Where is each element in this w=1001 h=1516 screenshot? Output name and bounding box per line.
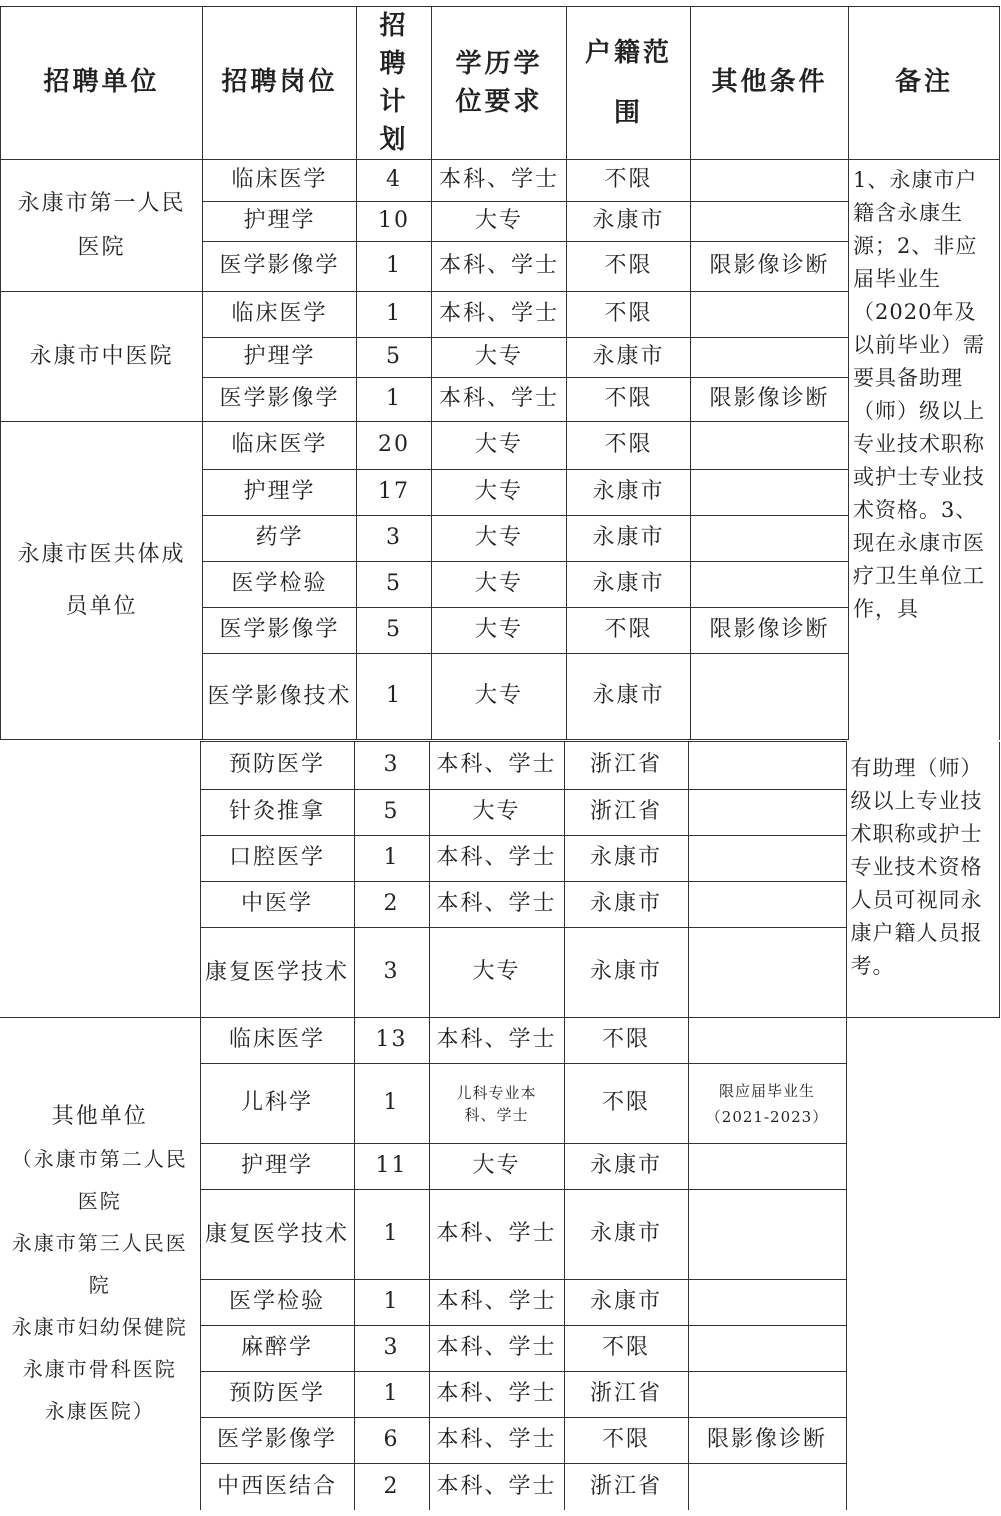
- post-cell: 临床医学: [203, 160, 357, 202]
- hukou-cell: 浙江省: [564, 1464, 688, 1510]
- plan-cell: 2: [354, 882, 429, 928]
- post-cell: 临床医学: [200, 1018, 354, 1064]
- hukou-cell: 不限: [567, 378, 691, 422]
- other-cell: 限影像诊断: [691, 608, 849, 654]
- edu-cell: 大专: [429, 928, 564, 1018]
- plan-cell: 5: [357, 338, 432, 378]
- other-units-line: 永康市骨科医院: [22, 1356, 177, 1381]
- plan-cell: 6: [354, 1418, 429, 1464]
- plan-cell: 13: [354, 1018, 429, 1064]
- edu-cell: 本科、学士: [429, 1018, 564, 1064]
- hukou-cell: 永康市: [564, 1144, 688, 1190]
- header-other: 其他条件: [691, 7, 849, 160]
- hukou-cell: 浙江省: [564, 1372, 688, 1418]
- hukou-cell: 永康市: [567, 202, 691, 242]
- other-units-cell: [0, 1018, 200, 1510]
- other-cell: [691, 654, 849, 740]
- other-cell: [688, 1018, 846, 1064]
- other-cell: [688, 1144, 846, 1190]
- hukou-cell: 不限: [567, 608, 691, 654]
- post-cell: 康复医学技术: [200, 928, 354, 1018]
- post-cell: 护理学: [203, 338, 357, 378]
- edu-cell: 本科、学士: [429, 1280, 564, 1326]
- plan-cell: 2: [354, 1464, 429, 1510]
- post-cell: 医学影像技术: [203, 654, 357, 740]
- hukou-cell: 永康市: [567, 516, 691, 562]
- hukou-cell: 浙江省: [564, 742, 688, 790]
- other-units-title: 其他单位: [51, 1103, 148, 1129]
- edu-cell: 本科、学士: [432, 160, 567, 202]
- notes-empty-cell: [846, 1018, 999, 1510]
- plan-cell: 20: [357, 422, 432, 470]
- unit-cell: 永康市中医院: [1, 292, 203, 422]
- post-cell: 医学影像学: [203, 608, 357, 654]
- post-cell: 针灸推拿: [200, 790, 354, 836]
- post-cell: 医学检验: [203, 562, 357, 608]
- edu-cell: 大专: [432, 562, 567, 608]
- plan-cell: 1: [357, 654, 432, 740]
- hukou-cell: 永康市: [564, 928, 688, 1018]
- post-cell: 医学影像学: [203, 378, 357, 422]
- edu-cell: 本科、学士: [429, 836, 564, 882]
- hukou-cell: 永康市: [564, 1280, 688, 1326]
- edu-cell: 本科、学士: [429, 882, 564, 928]
- hukou-cell: 浙江省: [564, 790, 688, 836]
- edu-cell: 大专: [432, 202, 567, 242]
- hukou-cell: 不限: [567, 292, 691, 338]
- plan-cell: 4: [357, 160, 432, 202]
- plan-cell: 1: [354, 836, 429, 882]
- other-cell: [688, 1326, 846, 1372]
- recruitment-table-part2: [0, 741, 1000, 1510]
- other-cell: [688, 928, 846, 1018]
- plan-cell: 3: [354, 928, 429, 1018]
- post-cell: 预防医学: [200, 1372, 354, 1418]
- plan-cell: 1: [357, 378, 432, 422]
- edu-cell: 本科、学士: [429, 1326, 564, 1372]
- edu-cell: 大专: [432, 516, 567, 562]
- edu-cell: 本科、学士: [429, 1372, 564, 1418]
- unit-cell: 永康市第一人民医院: [1, 160, 203, 292]
- hukou-cell: 永康市: [564, 1190, 688, 1280]
- other-cell: [691, 562, 849, 608]
- post-cell: 儿科学: [200, 1064, 354, 1144]
- post-cell: 康复医学技术: [200, 1190, 354, 1280]
- other-cell: [691, 422, 849, 470]
- hukou-cell: 永康市: [567, 654, 691, 740]
- other-cell: 限影像诊断: [691, 242, 849, 292]
- plan-cell: 5: [354, 790, 429, 836]
- plan-cell: 1: [354, 1190, 429, 1280]
- edu-cell: 本科、学士: [432, 378, 567, 422]
- edu-cell: 大专: [432, 338, 567, 378]
- other-cell: [691, 292, 849, 338]
- header-edu: 学历学位要求: [432, 7, 567, 160]
- post-cell: 护理学: [200, 1144, 354, 1190]
- other-cell: [688, 790, 846, 836]
- plan-cell: 3: [354, 1326, 429, 1372]
- plan-cell: 1: [354, 1280, 429, 1326]
- plan-cell: 17: [357, 470, 432, 516]
- other-cell: 限应届毕业生（2021-2023）: [688, 1064, 846, 1144]
- post-cell: 中西医结合: [200, 1464, 354, 1510]
- plan-cell: 11: [354, 1144, 429, 1190]
- header-hukou: 户籍范围: [567, 7, 691, 160]
- post-cell: 医学检验: [200, 1280, 354, 1326]
- edu-cell: 本科、学士: [429, 742, 564, 790]
- plan-cell: 1: [357, 242, 432, 292]
- other-cell: [691, 160, 849, 202]
- plan-cell: 1: [357, 292, 432, 338]
- plan-cell: 1: [354, 1372, 429, 1418]
- hukou-cell: 不限: [564, 1418, 688, 1464]
- edu-cell: 大专: [432, 470, 567, 516]
- other-cell: [691, 470, 849, 516]
- post-cell: 护理学: [203, 470, 357, 516]
- header-plan: 招聘计划: [357, 7, 432, 160]
- edu-cell: 大专: [432, 422, 567, 470]
- other-cell: [688, 1190, 846, 1280]
- hukou-cell: 永康市: [567, 338, 691, 378]
- hukou-cell: 不限: [564, 1326, 688, 1372]
- plan-cell: 5: [357, 562, 432, 608]
- unit-cell-continued: [0, 742, 200, 1018]
- other-cell: 限影像诊断: [688, 1418, 846, 1464]
- other-cell: [688, 742, 846, 790]
- header-post: 招聘岗位: [203, 7, 357, 160]
- plan-cell: 5: [357, 608, 432, 654]
- header-note: 备注: [849, 7, 1000, 160]
- other-cell: [688, 882, 846, 928]
- post-cell: 药学: [203, 516, 357, 562]
- edu-cell: 本科、学士: [429, 1464, 564, 1510]
- other-cell: [688, 1464, 846, 1510]
- edu-cell: 本科、学士: [432, 292, 567, 338]
- plan-cell: 3: [357, 516, 432, 562]
- edu-cell: 大专: [429, 1144, 564, 1190]
- hukou-cell: 永康市: [564, 836, 688, 882]
- other-cell: 限影像诊断: [691, 378, 849, 422]
- edu-cell: 本科、学士: [429, 1418, 564, 1464]
- other-units-line: 永康市妇幼保健院: [11, 1314, 188, 1339]
- hukou-cell: 不限: [564, 1064, 688, 1144]
- other-cell: [688, 1280, 846, 1326]
- post-cell: 护理学: [203, 202, 357, 242]
- other-units-line: 永康市第三人民医院: [11, 1230, 188, 1297]
- hukou-cell: 永康市: [567, 470, 691, 516]
- other-units-line: （永康市第二人民医院: [11, 1146, 188, 1213]
- hukou-cell: 不限: [567, 422, 691, 470]
- edu-cell: 大专: [432, 654, 567, 740]
- other-cell: [691, 202, 849, 242]
- post-cell: 医学影像学: [203, 242, 357, 292]
- other-cell: [691, 338, 849, 378]
- other-cell: [688, 1372, 846, 1418]
- post-cell: 医学影像学: [200, 1418, 354, 1464]
- notes-cell: 1、永康市户籍含永康生源；2、非应届毕业生（2020年及以前毕业）需要具备助理（师）级以上专业技术职称或护士专业技术资格。3、现在永康市医疗卫生单位工作，具: [849, 160, 1000, 740]
- post-cell: 临床医学: [203, 422, 357, 470]
- post-cell: 临床医学: [203, 292, 357, 338]
- post-cell: 麻醉学: [200, 1326, 354, 1372]
- other-cell: [691, 516, 849, 562]
- other-units-line: 永康医院）: [44, 1398, 155, 1423]
- post-cell: 中医学: [200, 882, 354, 928]
- edu-cell: 儿科专业本科、学士: [429, 1064, 564, 1144]
- plan-cell: 3: [354, 742, 429, 790]
- plan-cell: 1: [354, 1064, 429, 1144]
- hukou-cell: 永康市: [564, 882, 688, 928]
- hukou-cell: 不限: [564, 1018, 688, 1064]
- header-unit: 招聘单位: [1, 7, 203, 160]
- plan-cell: 10: [357, 202, 432, 242]
- hukou-cell: 不限: [567, 242, 691, 292]
- hukou-cell: 不限: [567, 160, 691, 202]
- edu-cell: 本科、学士: [429, 1190, 564, 1280]
- notes-cell-continued: 有助理（师）级以上专业技术职称或护士专业技术资格人员可视同永康户籍人员报考。: [846, 742, 999, 1018]
- hukou-cell: 永康市: [567, 562, 691, 608]
- edu-cell: 本科、学士: [432, 242, 567, 292]
- unit-cell: 永康市医共体成员单位: [1, 422, 203, 740]
- other-cell: [688, 836, 846, 882]
- post-cell: 预防医学: [200, 742, 354, 790]
- post-cell: 口腔医学: [200, 836, 354, 882]
- edu-cell: 大专: [429, 790, 564, 836]
- edu-cell: 大专: [432, 608, 567, 654]
- recruitment-table-part1: [0, 6, 1000, 740]
